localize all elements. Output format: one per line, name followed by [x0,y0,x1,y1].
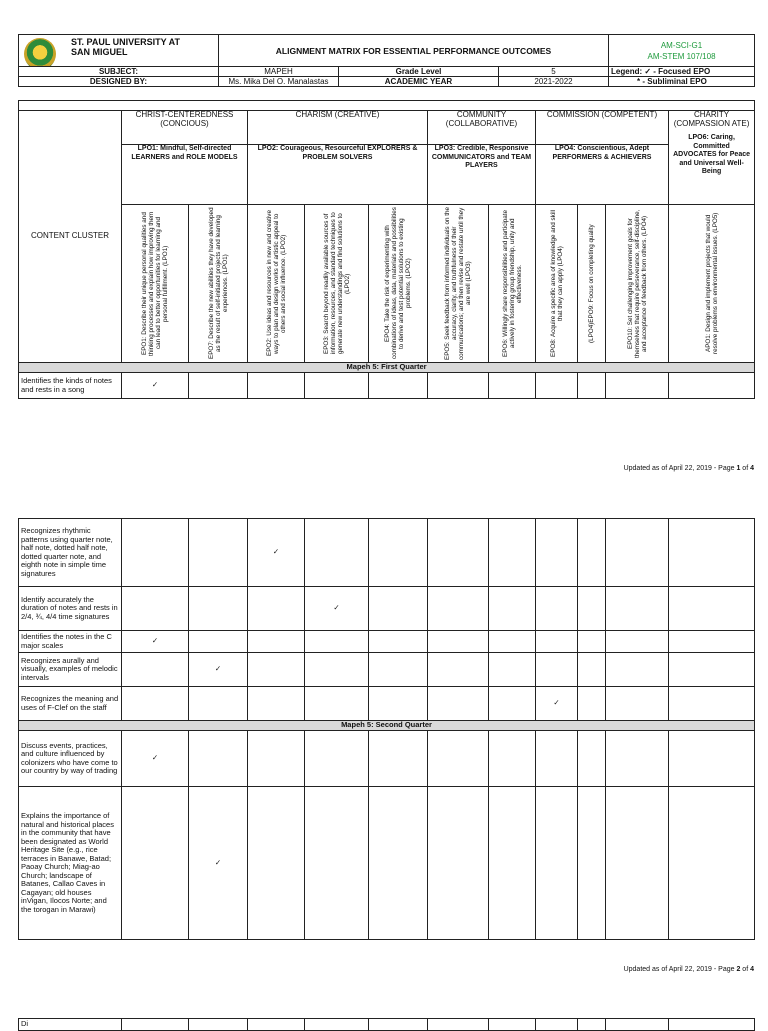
matrix-cell [369,1019,428,1031]
check-mark: ✓ [122,373,189,399]
epo-header-4 [305,205,369,363]
matrix-cell [669,787,755,940]
epo-text: (LPO4)EPO9: Focus on completing quality [588,224,595,343]
footer-page-num: 2 [736,966,741,973]
matrix-cell [489,787,536,940]
matrix-cell [578,1019,606,1031]
epo-header-2 [189,205,248,363]
matrix-cell [536,1019,578,1031]
designed-label: DESIGNED BY: [19,77,219,87]
matrix-cell [428,787,489,940]
matrix-cell [305,653,369,687]
content-cluster-cell: Recognizes aurally and visually, examples of melodic intervals [19,653,122,687]
matrix-cell [536,587,578,631]
matrix-cell [578,587,606,631]
page-1 [0,0,768,470]
matrix-cell [122,687,189,721]
matrix-cell [189,631,248,653]
subject-value: MAPEH [219,67,339,77]
spacer-row [19,101,755,111]
matrix-cell [578,631,606,653]
matrix-cell [248,373,305,399]
epo-text: EPO3: Search beyond readily available sources of information, resources, and standard techniques to generate new understandings and find solutions to (LPO2) [322,212,351,355]
matrix-cell [489,653,536,687]
check-mark: ✓ [189,787,248,940]
alignment-matrix-page-2 [18,518,755,940]
matrix-cell [536,373,578,399]
table-row [19,631,755,653]
matrix-cell [606,787,669,940]
group-row [19,111,755,145]
matrix-cell [606,631,669,653]
matrix-cell [428,631,489,653]
table-row [19,731,755,787]
matrix-cell [536,519,578,587]
epo-header-5 [369,205,428,363]
subject-label: SUBJECT: [19,67,219,77]
lpo-4: LPO4: Conscientious, Adept PERFORMERS & ACHIEVERS [536,145,669,205]
matrix-cell [248,731,305,787]
epo-header-11 [669,205,755,363]
epo-text: APO1: Design and implement projects that would resolve problems on environmental issues. (LPO5) [704,212,719,355]
quarter-row-first [19,363,755,373]
matrix-cell [428,653,489,687]
university-cell [19,35,219,67]
matrix-cell [578,731,606,787]
footer-of: of [740,465,751,472]
document-title: ALIGNMENT MATRIX FOR ESSENTIAL PERFORMANCE OUTCOMES [219,35,609,67]
matrix-cell [606,519,669,587]
check-mark: ✓ [248,519,305,587]
content-cluster-cell: Di [19,1019,122,1031]
legend-subliminal: * - Subliminal EPO [609,77,755,87]
matrix-cell [305,787,369,940]
alignment-matrix-page-1 [18,100,755,399]
content-cluster-header: CONTENT CLUSTER [19,111,122,363]
matrix-cell [669,731,755,787]
matrix-cell [536,631,578,653]
code-line-1: AM-SCI-G1 [660,40,703,50]
quarter-label-second: Mapeh 5: Second Quarter [19,721,755,731]
matrix-cell [578,373,606,399]
check-mark: ✓ [122,731,189,787]
group-christ-centeredness: CHRIST-CENTEREDNESS (CONCIOUS) [122,111,248,145]
matrix-cell [189,587,248,631]
matrix-cell [606,373,669,399]
matrix-cell [189,1019,248,1031]
matrix-cell [248,631,305,653]
footer-page-total: 4 [750,966,754,973]
group-charity-name: CHARITY (COMPASSION ATE) [673,110,750,128]
matrix-cell [122,519,189,587]
matrix-cell [669,1019,755,1031]
matrix-cell [305,519,369,587]
epo-row [19,205,755,363]
matrix-cell [578,519,606,587]
epo-header-9 [578,205,606,363]
check-mark: ✓ [536,687,578,721]
code-line-2: AM-STEM 107/108 [647,51,716,61]
matrix-cell [578,787,606,940]
content-cluster-cell: Discuss events, practices, and culture influenced by colonizers who have come to our country by way of trading [19,731,122,787]
matrix-cell [489,373,536,399]
matrix-cell [122,787,189,940]
epo-header-1 [122,205,189,363]
epo-header-8 [536,205,578,363]
legend-focused: Legend: ✓ - Focused EPO [609,67,755,77]
matrix-cell [536,731,578,787]
epo-text: EPO5: Seek feedback from informed individuals on the accuracy, clarity, and truthfulness of their communications; and then revise and restate until they are well (LPO3) [444,207,472,360]
quarter-label-first: Mapeh 5: First Quarter [19,363,755,373]
matrix-cell [305,373,369,399]
epo-header-10 [606,205,669,363]
check-mark: ✓ [305,587,369,631]
matrix-cell [428,519,489,587]
matrix-cell [248,787,305,940]
matrix-cell [489,587,536,631]
lpo-1: LPO1: Mindful, Self-directed LEARNERS and ROLE MODELS [122,145,248,205]
table-row [19,373,755,399]
matrix-cell [536,787,578,940]
matrix-cell [606,1019,669,1031]
epo-text: EPO1: Describe their unique personal qualities and thinking processes and explain how improving them can lead to better opportunities for learning and personal fulfillment. (LPO1) [141,211,169,356]
footer-prefix: Updated as of April 22, 2019 - Page [623,966,737,973]
matrix-cell [489,1019,536,1031]
matrix-cell [369,787,428,940]
matrix-cell [305,731,369,787]
lpo-charity: LPO6: Caring, Committed ADVOCATES for Peace and Universal Well-Being [673,134,750,175]
epo-header-6 [428,205,489,363]
grade-value: 5 [499,67,609,77]
matrix-cell [189,731,248,787]
matrix-cell [305,1019,369,1031]
matrix-cell [369,519,428,587]
content-cluster-cell: Recognizes rhythmic patterns using quarter note, half note, dotted half note, dotted quarter note, and eighth note in simple time signatures [19,519,122,587]
matrix-cell [369,731,428,787]
footer-page-total: 4 [750,465,754,472]
matrix-cell [369,373,428,399]
matrix-cell [248,1019,305,1031]
epo-header-7 [489,205,536,363]
epo-text: EPO8: Acquire a specific area of knowledge and skill that they can apply (LPO4) [549,210,564,358]
matrix-cell [428,1019,489,1031]
matrix-cell [428,373,489,399]
matrix-cell [428,687,489,721]
epo-header-3 [248,205,305,363]
footer-of: of [740,966,751,973]
content-cluster-cell: Identifies the notes in the C major scales [19,631,122,653]
epo-text: EPO6: Willingly share responsibilities and participate actively in fostering group friendship, unity and effectiveness. [501,210,523,357]
matrix-cell [606,687,669,721]
page-footer-2 [624,966,754,973]
table-row [19,587,755,631]
year-value: 2021-2022 [499,77,609,87]
epo-text: EPO2: Use ideas and resources in new and creative ways to plan and design works of artistic appeal to others and social influence. (LPO2) [265,210,287,357]
matrix-cell [369,631,428,653]
epo-text: EPO10: Set challenging improvement goals for themselves that require perseverance, self-discipline, and acceptance of feedback from others. (LPO4) [626,209,648,358]
matrix-cell [189,519,248,587]
lpo-2: LPO2: Courageous, Resourceful EXPLORERS & PROBLEM SOLVERS [248,145,428,205]
document-header [18,34,755,87]
matrix-cell [305,631,369,653]
footer-prefix: Updated as of April 22, 2019 - Page [623,465,737,472]
quarter-row-second [19,721,755,731]
lpo-row [19,145,755,205]
university-name: ST. PAUL UNIVERSITY AT SAN MIGUEL [71,37,181,57]
epo-text: EPO7: Describe the new abilities they have developed as the result of self-initiated projects and learning experiences. (LPO1) [207,207,229,360]
matrix-cell [122,653,189,687]
content-cluster-cell: Identifies the kinds of notes and rests in a song [19,373,122,399]
table-row [19,787,755,940]
matrix-cell [669,519,755,587]
matrix-cell [369,687,428,721]
table-row [19,687,755,721]
page-footer-1 [624,465,754,472]
lpo-3: LPO3: Credible, Responsive COMMUNICATORS and TEAM PLAYERS [428,145,536,205]
designed-value: Ms. Mika Del O. Manalastas [219,77,339,87]
matrix-cell [305,687,369,721]
table-row [19,1019,755,1031]
matrix-cell [369,587,428,631]
matrix-cell [669,631,755,653]
matrix-cell [536,653,578,687]
matrix-cell [428,731,489,787]
matrix-cell [122,587,189,631]
matrix-cell [578,687,606,721]
matrix-cell [606,653,669,687]
content-cluster-cell: Explains the importance of natural and historical places in the community that have been designated as World Heritage Site (e.g., rice terraces in Banawe, Batad; Paoay Church; Miag-ao Church; landscape of Batanes, Callao Caves in Cagayan; old houses inVigan, Ilocos Norte; and the torogan in Marawi) [19,787,122,940]
group-charism: CHARISM (CREATIVE) [248,111,428,145]
alignment-matrix-page-3 [18,1018,755,1031]
matrix-cell [248,653,305,687]
matrix-cell [248,587,305,631]
content-cluster-cell: Recognizes the meaning and uses of F-Clef on the staff [19,687,122,721]
year-label: ACADEMIC YEAR [339,77,499,87]
footer-page-num: 1 [736,465,741,472]
matrix-cell [606,587,669,631]
matrix-cell [669,373,755,399]
matrix-cell [189,373,248,399]
table-row [19,653,755,687]
matrix-cell [669,653,755,687]
epo-text: EPO4: Take the risk of experimenting with combinations of ideas, data, materials and possibilities to derive and test potential solutions to existing problems. (LPO2) [384,207,412,360]
matrix-cell [669,687,755,721]
matrix-cell [489,731,536,787]
matrix-cell [489,687,536,721]
content-cluster-cell: Identify accurately the duration of notes and rests in 2/4, ¾, 4/4 time signatures [19,587,122,631]
matrix-cell [578,653,606,687]
matrix-cell [669,587,755,631]
matrix-cell [428,587,489,631]
matrix-cell [122,1019,189,1031]
group-charity [669,111,755,205]
group-commission: COMMISSION (COMPETENT) [536,111,669,145]
grade-label: Grade Level [339,67,499,77]
university-logo-icon [24,38,56,67]
matrix-cell [189,687,248,721]
matrix-cell [369,653,428,687]
group-community: COMMUNITY (COLLABORATIVE) [428,111,536,145]
matrix-cell [248,687,305,721]
matrix-cell [489,519,536,587]
check-mark: ✓ [189,653,248,687]
matrix-cell [489,631,536,653]
matrix-cell [606,731,669,787]
table-row [19,519,755,587]
document-codes [609,35,755,67]
check-mark: ✓ [122,631,189,653]
